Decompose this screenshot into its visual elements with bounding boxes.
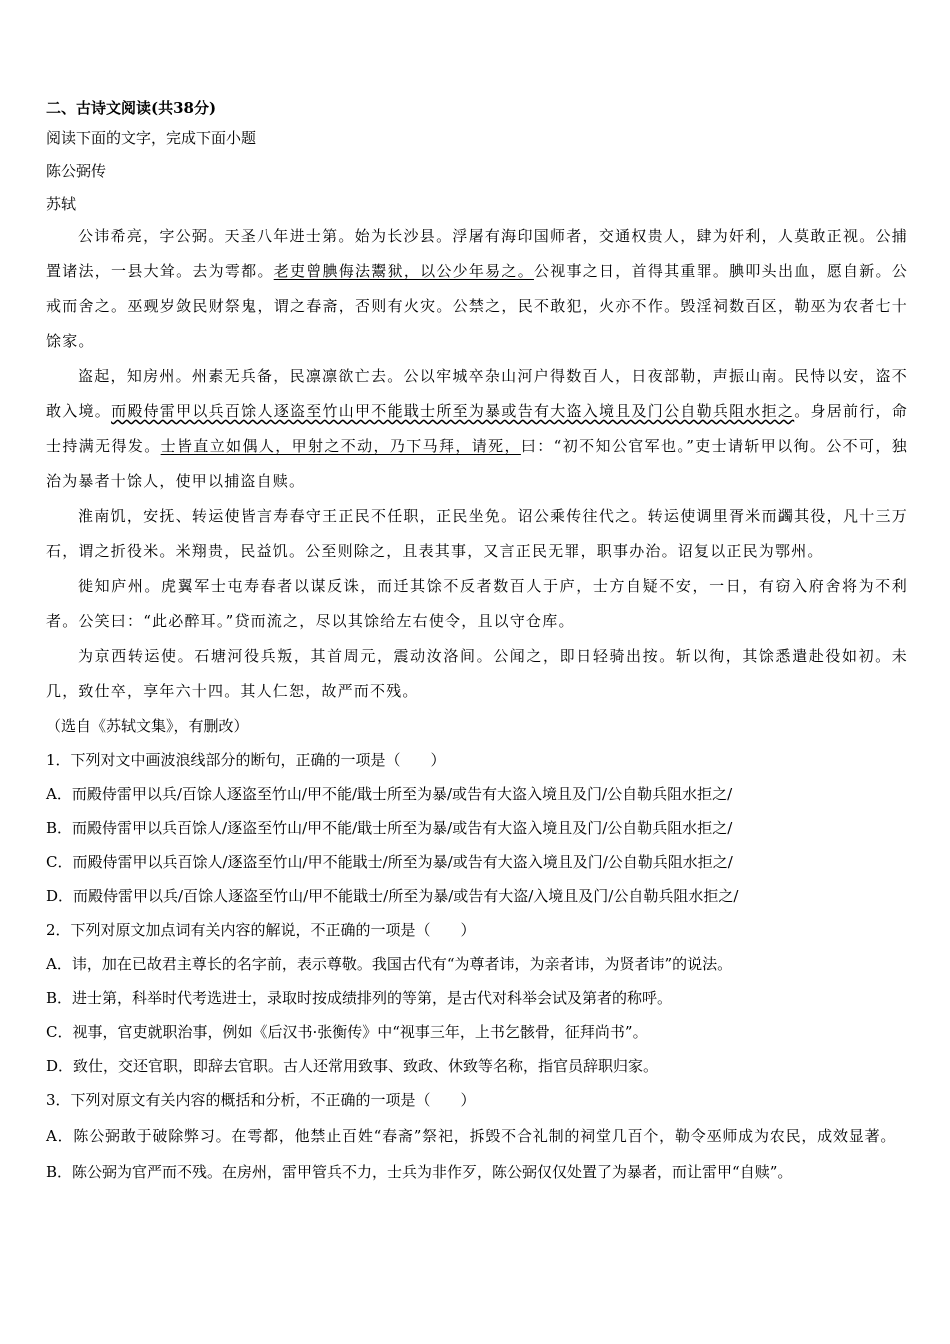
question-1	[46, 743, 908, 913]
passage-paragraph-2: 盗起，知房州。州素无兵备，民凛凛欲亡去。公以牢城卒杂山河户得数百人，日夜部勒，声振山南。民恃以安，盗不敢入境。而殿侍雷甲以兵百馀人逐盗至竹山甲不能戢士所至为暴或告有大盗入境且及门公自勒兵阻水拒之。身居前行，命士持满无得发。士皆直立如偶人，甲射之不动，乃下马拜，请死，曰：“初不知公官军也。”吏士请斩甲以徇。公不可，独治为暴者十馀人，使甲以捕盗自赎。	[46, 367, 908, 490]
passage-author: 苏轼	[46, 195, 77, 213]
option-d: D．致仕，交还官职，即辞去官职。古人还常用致事、致政、休致等名称，指官员辞职归家。	[46, 1057, 659, 1075]
underlined-sentence: 老吏曾腆侮法鬻狱，以公少年易之。	[273, 262, 534, 280]
option-a: A．而殿侍雷甲以兵/百馀人逐盗至竹山/甲不能/戢士所至为暴/或告有大盗入境且及门/公自勒兵阻水拒之/	[46, 785, 733, 803]
option-c: C．而殿侍雷甲以兵百馀人/逐盗至竹山/甲不能戢士/所至为暴/或告有大盗入境且及门/公自勒兵阻水拒之/	[46, 853, 733, 871]
option-a: A．讳，加在已故君主尊长的名字前，表示尊敬。我国古代有“为尊者讳，为亲者讳，为贤者讳”的说法。	[46, 955, 733, 973]
passage-paragraph-3: 淮南饥，安抚、转运使皆言寿春守王正民不任职，正民坐免。诏公乘传往代之。转运使调里胥米而蠲其役，凡十三万石，谓之折役米。米翔贵，民益饥。公至则除之，且表其事，又言正民无罪，职事办治。诏复以正民为鄂州。	[46, 507, 908, 560]
question-3	[46, 1083, 908, 1189]
option-b: B．进士第，科举时代考选进士，录取时按成绩排列的等第，是古代对科举会试及第者的称呼。	[46, 989, 673, 1007]
option-c: C．视事，官吏就职治事，例如《后汉书·张衡传》中“视事三年，上书乞骸骨，征拜尚书”。	[46, 1023, 648, 1041]
passage-paragraph-4: 徙知庐州。虎翼军士屯寿春者以谋反诛，而迁其馀不反者数百人于庐，士方自疑不安，一日，有窃入府舍将为不利者。公笑曰：“此必醉耳。”贷而流之，尽以其馀给左右使令，且以守仓库。	[46, 577, 908, 630]
passage-body	[46, 219, 908, 709]
document-page	[46, 98, 908, 1189]
question-stem: 2．下列对原文加点词有关内容的解说，不正确的一项是（ ）	[46, 921, 476, 939]
section-title: 二、古诗文阅读(共38分)	[46, 99, 217, 117]
wavy-underlined-sentence: 而殿侍雷甲以兵百馀人逐盗至竹山甲不能戢士所至为暴或告有大盗入境且及门公自勒兵阻水拒之	[111, 402, 795, 420]
question-stem: 1．下列对文中画波浪线部分的断句，正确的一项是（ ）	[46, 751, 446, 769]
question-2	[46, 913, 908, 1083]
option-a: A．陈公弼敢于破除弊习。在雩都，他禁止百姓“春斋”祭祀，拆毁不合礼制的祠堂几百个，勒令巫师成为农民，成效显著。	[46, 1127, 897, 1145]
question-stem: 3．下列对原文有关内容的概括和分析，不正确的一项是（ ）	[46, 1091, 476, 1109]
passage-paragraph-1: 公讳希亮，字公弼。天圣八年进士第。始为长沙县。浮屠有海印国师者，交通权贵人，肆为奸利，人莫敢正视。公捕置诸法，一县大耸。去为雩都。老吏曾腆侮法鬻狱，以公少年易之。公视事之日，首得其重罪。腆叩头出血，愿自新。公戒而舍之。巫觋岁敛民财祭鬼，谓之春斋，否则有火灾。公禁之，民不敢犯，火亦不作。毁淫祠数百区，勒巫为农者七十馀家。	[46, 227, 908, 350]
passage-title: 陈公弼传	[46, 162, 107, 180]
passage-paragraph-5: 为京西转运使。石塘河役兵叛，其首周元，震动汝洛间。公闻之，即日轻骑出按。斩以徇，其馀悉遣赴役如初。未几，致仕卒，享年六十四。其人仁恕，故严而不残。	[46, 647, 908, 700]
option-b: B．陈公弼为官严而不残。在房州，雷甲管兵不力，士兵为非作歹，陈公弼仅仅处置了为暴者，而让雷甲“自赎”。	[46, 1163, 793, 1181]
underlined-sentence: 士皆直立如偶人，甲射之不动，乃下马拜，请死，	[160, 437, 521, 455]
option-d: D．而殿侍雷甲以兵/百馀人逐盗至竹山/甲不能戢士/所至为暴/或告有大盗/入境且及门/公自勒兵阻水拒之/	[46, 887, 739, 905]
passage-source: （选自《苏轼文集》，有删改）	[46, 717, 249, 735]
instruction: 阅读下面的文字，完成下面小题	[46, 129, 257, 147]
option-b: B．而殿侍雷甲以兵百馀人/逐盗至竹山/甲不能/戢士所至为暴/或告有大盗入境且及门/公自勒兵阻水拒之/	[46, 819, 733, 837]
